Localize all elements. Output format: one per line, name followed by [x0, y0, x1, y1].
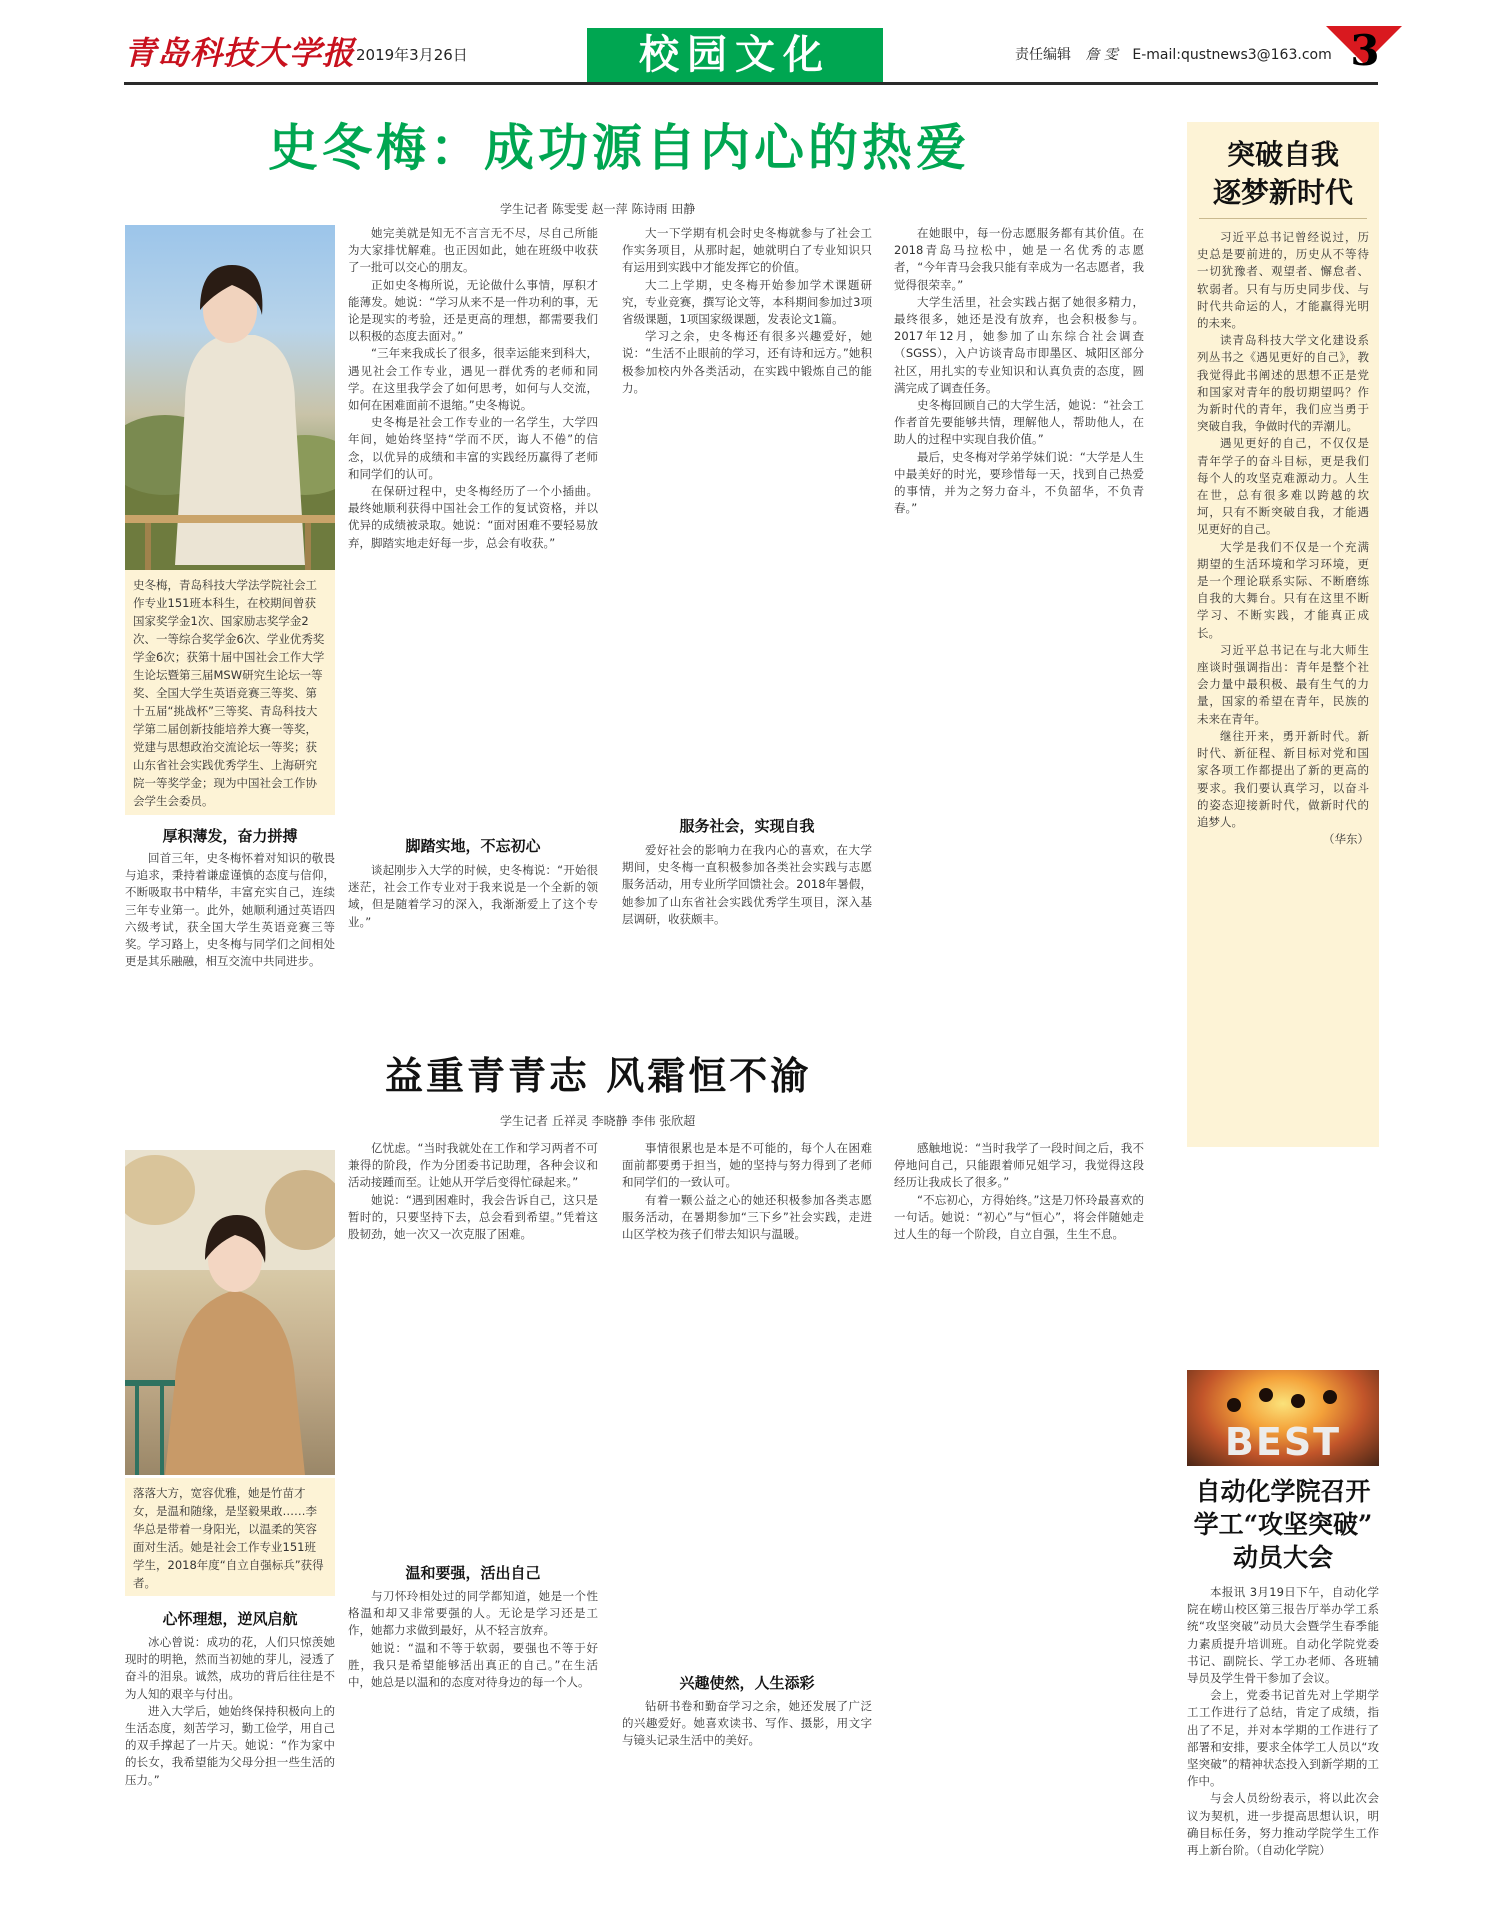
paragraph: 在她眼中，每一份志愿服务都有其价值。在2018青岛马拉松中，她是一名优秀的志愿者，“今年青马会我只能有幸成为一名志愿者，我觉得很荣幸。” [894, 226, 1144, 292]
paragraph: 大二上学期，史冬梅开始参加学术课题研究，专业竞赛，撰写论文等，本科期间参加过3项省级课题，1项国家级课题，发表论文1篇。 [622, 277, 872, 327]
paragraph: 大一下学期有机会时史冬梅就参与了社会工作实务项目，从那时起，她就明白了专业知识只有运用到实践中才能发挥它的价值。 [622, 226, 872, 275]
divider [1199, 218, 1367, 219]
paragraph: 习近平总书记在与北大师生座谈时强调指出：青年是整个社会力量中最积极、最有生气的力量，国家的希望在青年，民族的未来在青年。 [1197, 642, 1369, 726]
article1-headline: 史冬梅：成功源自内心的热爱 [268, 119, 970, 177]
sidebar-body-2 [1187, 1584, 1379, 1896]
sidebar-title-2-line-2: 学工“攻坚突破” [1193, 1510, 1373, 1539]
article1-column-1 [125, 850, 335, 1030]
article1-column-2b [348, 862, 598, 1022]
paragraph: “三年来我成长了很多，很幸运能来到科大，遇见社会工作专业，遇见一群优秀的老师和同学。在这里我学会了如何思考，如何与人交流，如何在困难面前不退缩。”史冬梅说。 [348, 346, 598, 413]
article1-photo-caption: 史冬梅，青岛科技大学法学院社会工作专业151班本科生，在校期间曾获国家奖学金1次、国家励志奖学金2次、一等综合奖学金6次、学业优秀奖学金6次；获第十届中国社会工作大学生论坛暨第三届MSW研究生论坛一等奖、全国大学生英语竞赛三等奖、第十五届“挑战杯”三等奖、青岛科技大学第二届创新技能培养大赛一等奖，党建与思想政治交流论坛一等奖；获山东省社会实践优秀学生、上海研究院一等奖学金；现为中国社会工作协会学生会委员。 [125, 570, 335, 815]
article2-headline: 益重青青志 风霜恒不渝 [385, 1053, 812, 1098]
paragraph: 正如史冬梅所说，无论做什么事情，厚积才能薄发。她说：“学习从来不是一件功利的事，无论是现实的考验，还是更高的理想，都需要我们以积极的态度去面对。” [348, 277, 598, 344]
editor-info [1015, 44, 1332, 64]
sidebar-body-1 [1197, 229, 1369, 1149]
sidebar-article-2 [1187, 1475, 1379, 1900]
best-text: BEST [1224, 1420, 1342, 1464]
paragraph: 遇见更好的自己，不仅仅是青年学子的奋斗目标，更是我们每个人的攻坚克难源动力。人生在世，总有很多难以跨越的坎坷，只有不断突破自我，才能遇见更好的自己。 [1197, 436, 1369, 537]
jumper-icon [1323, 1390, 1337, 1404]
paragraph: “不忘初心，方得始终。”这是刀怀玲最喜欢的一句话。她说：“初心”与“恒心”，将会伴随她走过人生的每一个阶段，自立自强，生生不息。 [894, 1192, 1144, 1242]
article2-column-2b [348, 1588, 598, 1900]
paragraph: 与刀怀玲相处过的同学都知道，她是一个性格温和却又非常要强的人。无论是学习还是工作，她都力求做到最好，从不轻言放弃。 [348, 1589, 598, 1638]
newspaper-logo: 青岛科技大学报 [124, 34, 356, 72]
sidebar-author: （华东） [1323, 832, 1369, 847]
paragraph: 她说：“遇到困难时，我会告诉自己，这只是暂时的，只要坚持下去，总会看到希望。”凭着这股韧劲，她一次又一次克服了困难。 [348, 1192, 598, 1242]
paragraph: 史冬梅是社会工作专业的一名学生，大学四年间，她始终坚持“学而不厌，诲人不倦”的信念，以优异的成绩和丰富的实践经历赢得了老师和同学们的认可。 [348, 415, 598, 481]
article1-column-3 [622, 225, 872, 805]
editor-name: 詹 雯 [1085, 47, 1118, 63]
paragraph: 她完美就是知无不言言无不尽，尽自己所能为大家排忧解难。也正因如此，她在班级中收获了一批可以交心的朋友。 [348, 226, 598, 275]
paragraph: 大学生活里，社会实践占据了她很多精力，最终很多，她还是没有放弃，也会积极参与。2017年12月，她参加了山东综合社会调查（SGSS），入户访谈青岛市即墨区、城阳区部分社区，用扎实的专业知识和认真负责的态度，圆满完成了调查任务。 [894, 294, 1144, 395]
sidebar-title-1-line-2: 逐梦新时代 [1212, 176, 1353, 209]
article1-byline: 学生记者 陈雯雯 赵一萍 陈诗雨 田静 [500, 202, 696, 216]
jumper-icon [1291, 1394, 1305, 1408]
article2-byline: 学生记者 丘祥灵 李晓静 李伟 张欣超 [500, 1114, 696, 1128]
issue-date: 2019年3月26日 [356, 46, 468, 64]
section-title: 校园文化 [587, 28, 883, 82]
paragraph: 冰心曾说：成功的花，人们只惊羡她现时的明艳，然而当初她的芽儿，浸透了奋斗的泪泉。诚然，成功的背后往往是不为人知的艰辛与付出。 [125, 1635, 335, 1701]
paragraph: 亿忧虑。“当时我就处在工作和学习两者不可兼得的阶段，作为分团委书记助理，各种会议和活动接踵而至。让她从开学后变得忙碌起来。” [348, 1141, 598, 1190]
article1-photo [125, 225, 335, 570]
paragraph: 习近平总书记曾经说过，历史总是要前进的，历史从不等待一切犹豫者、观望者、懈怠者、软弱者。只有与历史同步伐、与时代共命运的人，才能赢得光明的未来。 [1197, 230, 1369, 331]
article1-subhead-1: 厚积薄发，奋力拼搏 [162, 827, 298, 845]
portrait-photo-icon [125, 1150, 335, 1475]
paragraph: 回首三年，史冬梅怀着对知识的敬畏与追求，秉持着谦虚谨慎的态度与信仰，不断吸取书中精华，丰富充实自己，连续三年专业第一。此外，她顺利通过英语四六级考试，获全国大学生英语竞赛三等奖。学习路上，史冬梅与同学们之间相处更是其乐融融，相互交流中共同进步。 [125, 851, 335, 969]
paragraph: 史冬梅回顾自己的大学生活，她说：“社会工作者首先要能够共情，理解他人，帮助他人，在助人的过程中实现自我价值。” [894, 398, 1144, 447]
article1-column-3b [622, 842, 872, 1022]
jumper-icon [1259, 1388, 1273, 1402]
paragraph: 继往开来，勇开新时代。新时代、新征程、新目标对党和国家各项工作都提出了新的更高的要求。我们要认真学习，以奋斗的姿态迎接新时代，做新时代的追梦人。 [1197, 728, 1369, 829]
paragraph: 会上，党委书记首先对上学期学工工作进行了总结，肯定了成绩，指出了不足，并对本学期的工作进行了部署和安排，要求全体学工人员以“攻坚突破”的精神状态投入到新学期的工作中。 [1187, 1688, 1379, 1789]
paragraph: 爱好社会的影响力在我内心的喜欢，在大学期间，史冬梅一直积极参加各类社会实践与志愿服务活动，用专业所学回馈社会。2018年暑假，她参加了山东省社会实践优秀学生项目，深入基层调研，收获颇丰。 [622, 843, 872, 926]
article2-photo [125, 1150, 335, 1475]
editor-email: E-mail:qustnews3@163.com [1132, 47, 1332, 63]
paragraph: 钻研书卷和勤奋学习之余，她还发展了广泛的兴趣爱好。她喜欢读书、写作、摄影，用文字与镜头记录生活中的美好。 [622, 1699, 872, 1748]
sidebar-title-2-line-1: 自动化学院召开 [1195, 1477, 1371, 1506]
page-number: 3 [1350, 26, 1380, 75]
article2-column-4 [894, 1140, 1144, 1900]
masthead-rule [124, 82, 1378, 85]
editor-label: 责任编辑 [1015, 47, 1071, 63]
article2-photo-caption: 落落大方，宽容优雅，她是竹苗才女，是温和随缘，是坚毅果敢……李华总是带着一身阳光，以温柔的笑容面对生活。她是社会工作专业151班学生，2018年度“自立自强标兵”获得者。 [125, 1478, 335, 1596]
portrait-photo-icon [125, 225, 335, 570]
paragraph: 本报讯 3月19日下午，自动化学院在崂山校区第三报告厅举办学工系统“攻坚突破”动员大会暨学生春季能力素质提升培训班。自动化学院党委书记、副院长、学工办老师、各班辅导员及学生骨干参加了会议。 [1187, 1585, 1379, 1686]
paragraph: 有着一颗公益之心的她还积极参加各类志愿服务活动，在暑期参加“三下乡”社会实践，走进山区学校为孩子们带去知识与温暖。 [622, 1192, 872, 1242]
article2-column-2 [348, 1140, 598, 1550]
paragraph: 事情很累也是本是不可能的，每个人在困难面前都要勇于担当，她的坚持与努力得到了老师和同学们的一致认可。 [622, 1141, 872, 1190]
article2-subhead-1: 心怀理想，逆风启航 [162, 1610, 298, 1628]
article2-column-3 [622, 1140, 872, 1660]
paragraph: 读青岛科技大学文化建设系列丛书之《遇见更好的自己》，教我觉得此书阐述的思想不正是党和国家对青年的殷切期望吗？作为新时代的青年，我们应当勇于突破自我，争做时代的弄潮儿。 [1197, 333, 1369, 434]
paragraph: 大学是我们不仅是一个充满期望的生活环境和学习环境，更是一个理论联系实际、不断磨练自我的大舞台。只有在这里不断学习、不断实践，才能真正成长。 [1197, 539, 1369, 640]
article1-subhead-3: 服务社会，实现自我 [679, 817, 815, 835]
article2-subhead-3: 兴趣使然，人生添彩 [679, 1674, 815, 1692]
paragraph: 进入大学后，她始终保持积极向上的生活态度，刻苦学习，勤工俭学，用自己的双手撑起了一片天。她说：“作为家中的长女，我希望能为父母分担一些生活的压力。” [125, 1703, 335, 1787]
paragraph: 最后，史冬梅对学弟学妹们说：“大学是人生中最美好的时光，要珍惜每一天，找到自己热爱的事情，并为之努力奋斗，不负韶华，不负青春。” [894, 449, 1144, 516]
paragraph: 感触地说：“当时我学了一段时间之后，我不停地问自己，只能跟着师兄姐学习，我觉得这段经历让我成长了很多。” [894, 1141, 1144, 1190]
masthead [0, 0, 1502, 84]
paragraph: 谈起刚步入大学的时候，史冬梅说：“开始很迷茫，社会工作专业对于我来说是一个全新的领域，但是随着学习的深入，我渐渐爱上了这个专业。” [348, 863, 598, 929]
paragraph: 她说：“温和不等于软弱，要强也不等于好胜，我只是希望能够活出真正的自己。”在生活中，她总是以温和的态度对待身边的每一个人。 [348, 1640, 598, 1690]
jumper-icon [1227, 1398, 1241, 1412]
paragraph: 学习之余，史冬梅还有很多兴趣爱好，她说：“生活不止眼前的学习，还有诗和远方。”她积极参加校内外各类活动，在实践中锻炼自己的能力。 [622, 329, 872, 395]
article2-column-3b [622, 1698, 872, 1900]
paragraph: 与会人员纷纷表示，将以此次会议为契机，进一步提高思想认识，明确目标任务，努力推动学院学生工作再上新台阶。（自动化学院） [1187, 1791, 1379, 1858]
article2-subhead-2: 温和要强，活出自己 [405, 1564, 541, 1582]
sidebar-title-2-line-3: 动员大会 [1232, 1543, 1333, 1572]
article1-column-4 [894, 225, 1144, 1020]
article1-column-2 [348, 225, 598, 820]
article2-column-1 [125, 1634, 335, 1900]
sidebar-article-1 [1187, 122, 1379, 1147]
sidebar-title-1-line-1: 突破自我 [1226, 138, 1339, 171]
paragraph: 在保研过程中，史冬梅经历了一个小插曲。最终她顺利获得中国社会工作的复试资格，并以优异的成绩被录取。她说：“面对困难不要轻易放弃，脚踏实地走好每一步，总会有收获。” [348, 484, 598, 550]
article1-subhead-2: 脚踏实地，不忘初心 [405, 837, 541, 855]
best-banner-image [1187, 1370, 1379, 1466]
